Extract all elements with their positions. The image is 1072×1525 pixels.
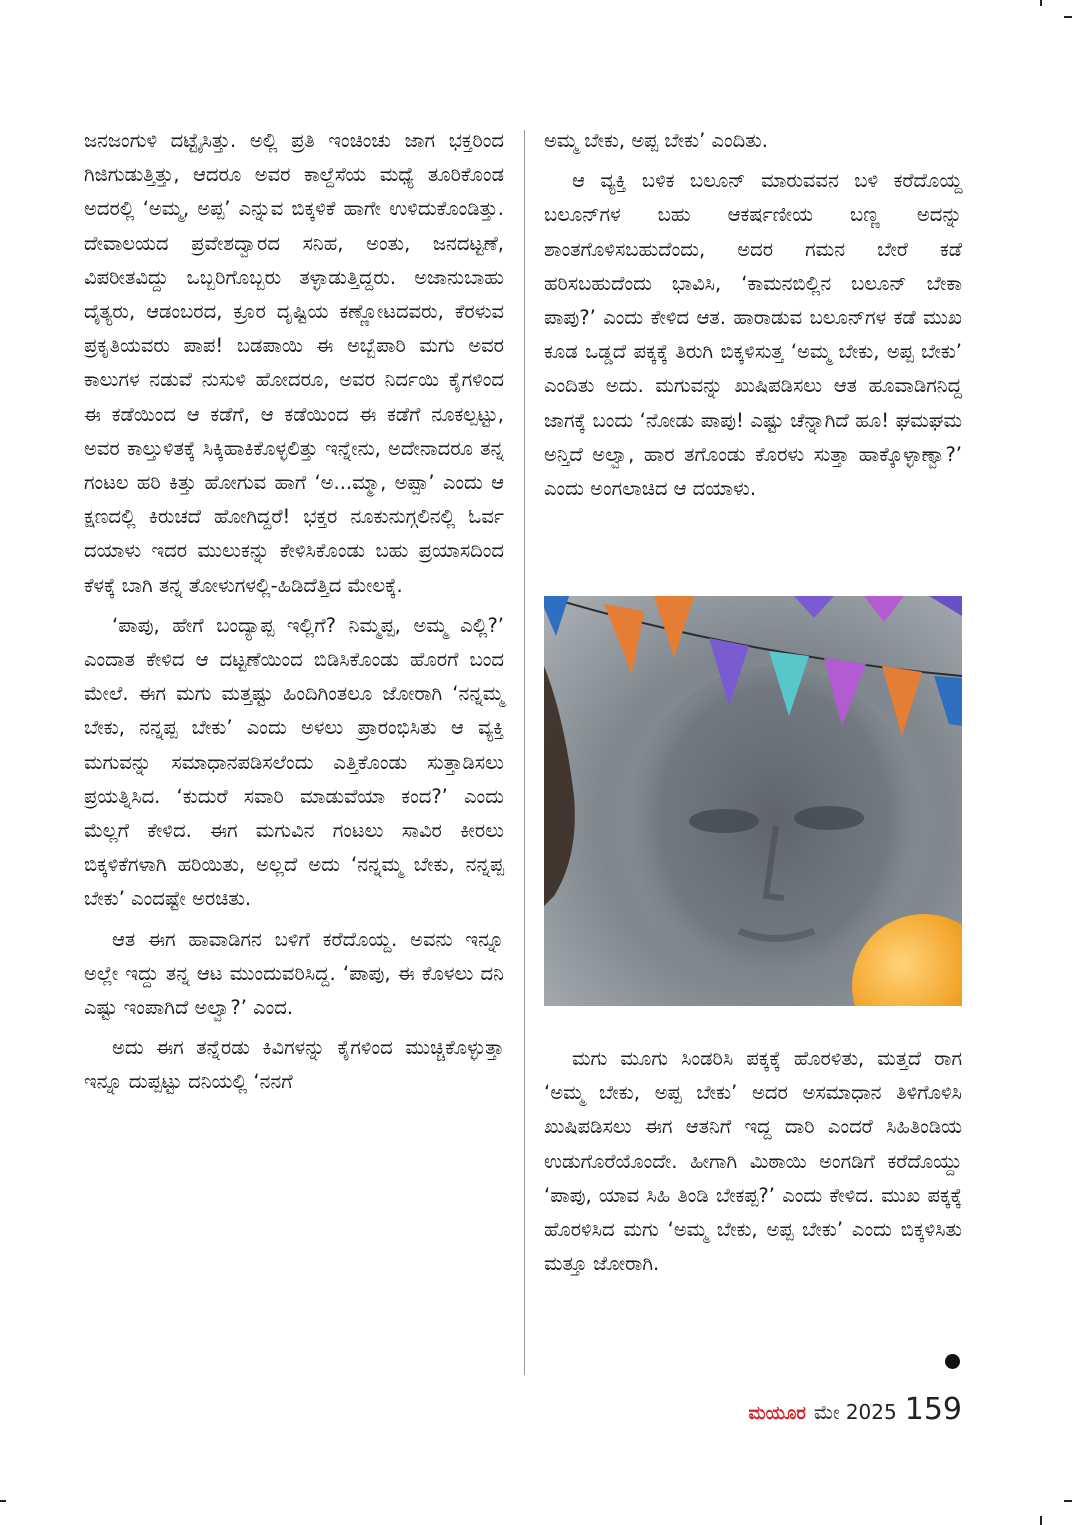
magazine-logo: ಮಯೂರ bbox=[748, 1403, 806, 1424]
paragraph: ಆ ವ್ಯಕ್ತಿ ಬಳಿಕ ಬಲೂನ್ ಮಾರುವವನ ಬಳಿ ಕರೆದೊಯ್ದ ಬಲೂನ್‌ಗಳ ಬಹು ಆಕರ್ಷಣೀಯ ಬಣ್ಣ ಅದನ್ನು ಶಾಂತಗೊಳಿಸಬಹುದೆಂದು, ಅದರ ಗಮನ ಬೇರೆ ಕಡೆ ಹರಿಸಬಹುದೆಂದು ಭಾವಿಸಿ, ‘ಕಾಮನಬಿಲ್ಲಿನ ಬಲೂನ್ ಬೇಕಾ ಪಾಪು?’ ಎಂದು ಕೇಳಿದ ಆತ. ಹಾರಾಡುವ ಬಲೂನ್‌ಗಳ ಕಡೆ ಮುಖ ಕೂಡ ಒಡ್ಡದೆ ಪಕ್ಕಕ್ಕೆ ತಿರುಗಿ ಬಿಕ್ಕಳಿಸುತ್ತ ‘ಅಮ್ಮ ಬೇಕು, ಅಪ್ಪ ಬೇಕು’ ಎಂದಿತು ಅದು. ಮಗುವನ್ನು ಖುಷಿಪಡಿಸಲು ಆತ ಹೂವಾಡಿಗನಿದ್ದ ಜಾಗಕ್ಕೆ ಬಂದು ‘ನೋಡು ಪಾಪು! ಎಷ್ಟು ಚೆನ್ನಾಗಿದೆ ಹೂ! ಘಮಘಮ ಅನ್ತಿದೆ ಅಲ್ವಾ, ಹಾರ ತಗೊಂಡು ಕೊರಳು ಸುತ್ತಾ ಹಾಕ್ಕೊಳ್ಳಾಣ್ವಾ?’ ಎಂದು ಅಂಗಲಾಚಿದ ಆ ದಯಾಳು. bbox=[544, 169, 962, 501]
issue-date: ಮೇ 2025 bbox=[813, 1400, 897, 1424]
paragraph: ಅಮ್ಮ ಬೇಕು, ಅಪ್ಪ ಬೇಕು’ ಎಂದಿತು. bbox=[544, 129, 768, 152]
right-column-top bbox=[544, 124, 962, 512]
page-footer bbox=[748, 1392, 962, 1427]
crop-mark bbox=[0, 1500, 6, 1502]
paragraph: ಅದು ಈಗ ತನ್ನೆರಡು ಕಿವಿಗಳನ್ನು ಕೈಗಳಿಂದ ಮುಚ್ಚಿಕೊಳ್ಳುತ್ತಾ ಇನ್ನೂ ದುಪ್ಪಟ್ಟು ದನಿಯಲ್ಲಿ ‘ನನಗೆ bbox=[84, 1036, 504, 1094]
column-divider bbox=[524, 130, 525, 1375]
crop-mark bbox=[1064, 16, 1072, 18]
crop-mark bbox=[1040, 0, 1042, 6]
paragraph: ಮಗು ಮೂಗು ಸಿಂಡರಿಸಿ ಪಕ್ಕಕ್ಕೆ ಹೊರಳಿತು, ಮತ್ತದೆ ರಾಗ ‘ಅಮ್ಮ ಬೇಕು, ಅಪ್ಪ ಬೇಕು’ ಅದರ ಅಸಮಾಧಾನ ತಿಳಿಗೊಳಿಸಿ ಖುಷಿಪಡಿಸಲು ಈಗ ಆತನಿಗೆ ಇದ್ದ ದಾರಿ ಎಂದರೆ ಸಿಹಿತಿಂಡಿಯ ಉಡುಗೊರೆಯೊಂದೇ. ಹೀಗಾಗಿ ಮಿಠಾಯಿ ಅಂಗಡಿಗೆ ಕರೆದೊಯ್ದು ‘ಪಾಪು, ಯಾವ ಸಿಹಿ ತಿಂಡಿ ಬೇಕಪ್ಪ?’ ಎಂದು ಕೇಳಿದ. ಮುಖ ಪಕ್ಕಕ್ಕೆ ಹೊರಳಿಸಿದ ಮಗು ‘ಅಮ್ಮ ಬೇಕು, ಅಪ್ಪ ಬೇಕು’ ಎಂದು ಬಿಕ್ಕಳಿಸಿತು ಮತ್ತೂ ಜೋರಾಗಿ. bbox=[544, 1047, 962, 1276]
crop-mark bbox=[1064, 1500, 1072, 1502]
paragraph: ‘ಪಾಪು, ಹೇಗೆ ಬಂದ್ಯಾಪ್ಪ ಇಲ್ಲಿಗೆ? ನಿಮ್ಮಪ್ಪ, ಅಮ್ಮ ಎಲ್ಲಿ?’ ಎಂದಾತ ಕೇಳಿದ ಆ ದಟ್ಟಣೆಯಿಂದ ಬಿಡಿಸಿಕೊಂಡು ಹೊರಗೆ ಬಂದ ಮೇಲೆ. ಈಗ ಮಗು ಮತ್ತಷ್ಟು ಹಿಂದಿಗಿಂತಲೂ ಜೋರಾಗಿ ‘ನನ್ನಮ್ಮ ಬೇಕು, ನನ್ನಪ್ಪ ಬೇಕು’ ಎಂದು ಅಳಲು ಪ್ರಾರಂಭಿಸಿತು ಆ ವ್ಯಕ್ತಿ ಮಗುವನ್ನು ಸಮಾಧಾನಪಡಿಸಲೆಂದು ಎತ್ತಿಕೊಂಡು ಸುತ್ತಾಡಿಸಲು ಪ್ರಯತ್ನಿಸಿದ. ‘ಕುದುರೆ ಸವಾರಿ ಮಾಡುವೆಯಾ ಕಂದ?’ ಎಂದು ಮೆಲ್ಲಗೆ ಕೇಳಿದ. ಈಗ ಮಗುವಿನ ಗಂಟಲು ಸಾವಿರ ಕೀರಲು ಬಿಕ್ಕಳಿಕೆಗಳಾಗಿ ಹರಿಯಿತು, ಅಲ್ಲದೆ ಅದು ‘ನನ್ನಮ್ಮ ಬೇಕು, ನನ್ನಪ್ಪ ಬೇಕು’ ಎಂದಷ್ಟೇ ಅರಚಿತು. bbox=[84, 613, 504, 911]
crop-mark bbox=[1040, 1516, 1042, 1525]
story-illustration bbox=[544, 596, 962, 1006]
left-column bbox=[84, 124, 504, 1106]
right-column-bottom bbox=[544, 1042, 962, 1287]
page-number: 159 bbox=[904, 1392, 962, 1427]
paragraph: ಜನಜಂಗುಳಿ ದಟ್ಟೈಸಿತ್ತು. ಅಲ್ಲಿ ಪ್ರತಿ ಇಂಚಿಂಚು ಜಾಗ ಭಕ್ತರಿಂದ ಗಿಜಿಗುಡುತ್ತಿತ್ತು, ಆದರೂ ಅವರ ಕಾಲ್ದೆಸೆಯ ಮಧ್ಯೆ ತೂರಿಕೊಂಡ ಅದರಲ್ಲಿ ‘ಅಮ್ಮ, ಅಪ್ಪ’ ಎನ್ನುವ ಬಿಕ್ಕಳಿಕೆ ಹಾಗೇ ಉಳಿದುಕೊಂಡಿತ್ತು. ದೇವಾಲಯದ ಪ್ರವೇಶದ್ವಾರದ ಸನಿಹ, ಅಂತು, ಜನದಟ್ಟಣೆ, ವಿಪರೀತವಿದ್ದು ಒಬ್ಬರಿಗೊಬ್ಬರು ತಳ್ಳಾಡುತ್ತಿದ್ದರು. ಅಜಾನುಬಾಹು ದೈತ್ಯರು, ಆಡಂಬರದ, ಕ್ರೂರ ದೃಷ್ಟಿಯ ಕಣ್ಣೋಟದವರು, ಕೆರಳುವ ಪ್ರಕೃತಿಯವರು ಪಾಪ! ಬಡಪಾಯಿ ಈ ಅಬ್ಬೆಪಾರಿ ಮಗು ಅವರ ಕಾಲುಗಳ ನಡುವೆ ನುಸುಳಿ ಹೋದರೂ, ಅವರ ನಿರ್ದಯಿ ಕೈಗಳಿಂದ ಈ ಕಡೆಯಿಂದ ಆ ಕಡೆಗೆ, ಆ ಕಡೆಯಿಂದ ಈ ಕಡೆಗೆ ನೂಕಲ್ಪಟ್ಟು, ಅವರ ಕಾಲ್ತುಳಿತಕ್ಕೆ ಸಿಕ್ಕಿಹಾಕಿಕೊಳ್ಳಲಿತ್ತು ಇನ್ನೇನು, ಅದೇನಾದರೂ ತನ್ನ ಗಂಟಲ ಹರಿ ಕಿತ್ತು ಹೋಗುವ ಹಾಗೆ ‘ಅ...ಮ್ಮಾ, ಅಪ್ಪಾ’ ಎಂದು ಆ ಕ್ಷಣದಲ್ಲಿ ಕಿರುಚದೆ ಹೋಗಿದ್ದರೆ! ಭಕ್ತರ ನೂಕುನುಗ್ಗಲಿನಲ್ಲಿ ಓರ್ವ ದಯಾಳು ಇದರ ಮುಲುಕನ್ನು ಕೇಳಿಸಿಕೊಂಡು ಬಹು ಪ್ರಯಾಸದಿಂದ ಕೆಳಕ್ಕೆ ಬಾಗಿ ತನ್ನ ತೋಳುಗಳಲ್ಲಿ-ಹಿಡಿದೆತ್ತಿದ ಮೇಲಕ್ಕೆ. bbox=[84, 129, 504, 597]
story-end-bullet bbox=[945, 1354, 960, 1369]
paragraph: ಆತ ಈಗ ಹಾವಾಡಿಗನ ಬಳಿಗೆ ಕರೆದೊಯ್ದ. ಅವನು ಇನ್ನೂ ಅಲ್ಲೇ ಇದ್ದು ತನ್ನ ಆಟ ಮುಂದುವರಿಸಿದ್ದ. ‘ಪಾಪು, ಈ ಕೊಳಲು ದನಿ ಎಷ್ಟು ಇಂಪಾಗಿದೆ ಅಲ್ವಾ?’ ಎಂದ. bbox=[84, 927, 504, 1020]
